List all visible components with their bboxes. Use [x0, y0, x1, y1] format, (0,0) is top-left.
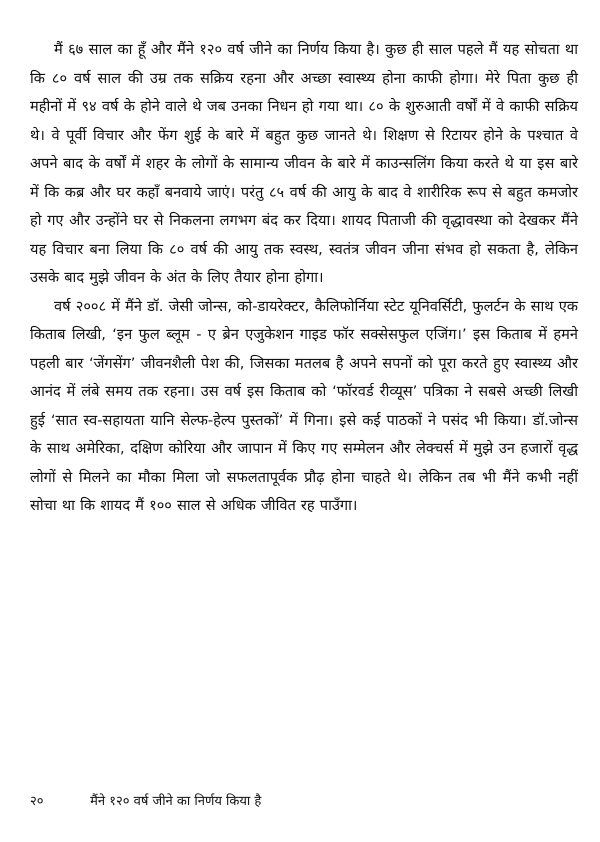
paragraph-2: वर्ष २००८ में मैंने डॉ. जेसी जोन्स, को-डायरेक्टर, कैलिफोर्निया स्टेट यूनिवर्सिटी, फुलर्टन के साथ एक किताब लिखी, ‘इन फुल ब्लूम - ए ब्रेन एजुकेशन गाइड फॉर सक्सेसफुल एजिंग।’ इस किताब में हमने पहली बार ‘जेंगसेंग’ जीवनशैली पेश की, जिसका मतलब है अपने सपनों को पूरा करते हुए स्वास्थ्य और आनंद में लंबे समय तक रहना। उस वर्ष इस किताब को ‘फॉरवर्ड रीव्यूस’ पत्रिका ने सबसे अच्छी लिखी हुई ‘सात स्व-सहायता यानि सेल्फ-हेल्प पुस्तकों’ में गिना। इसे कई पाठकों ने पसंद भी किया। डॉ.जोन्स के साथ अमेरिका, दक्षिण कोरिया और जापान में किए गए सम्मेलन और लेक्चर्स में मुझे उन हजारों वृद्ध लोगों से मिलने का मौका मिला जो सफलतापूर्वक प्रौढ़ होना चाहते थे। लेकिन तब भी मैंने कभी नहीं सोचा था कि शायद मैं १०० साल से अधिक जीवित रह पाउँगा। — [30, 297, 578, 514]
page-number: २० — [30, 794, 44, 809]
body-text — [30, 36, 578, 521]
page-footer — [30, 793, 578, 811]
running-title: मैंने १२० वर्ष जीने का निर्णय किया है — [90, 794, 262, 809]
paragraph-1: मैं ६७ साल का हूँ और मैंने १२० वर्ष जीने का निर्णय किया है। कुछ ही साल पहले मैं यह सोचता था कि ८० वर्ष साल की उम्र तक सक्रिय रहना और अच्छा स्वास्थ्य होना काफी होगा। मेरे पिता कुछ ही महीनों में ९४ वर्ष के होने वाले थे जब उनका निधन हो गया था। ८० के शुरुआती वर्षों में वे काफी सक्रिय थे। वे पूर्वी विचार और फेंग शुई के बारे में बहुत कुछ जानते थे। शिक्षण से रिटायर होने के पश्चात वे अपने बाद के वर्षों में शहर के लोगों के सामान्य जीवन के बारे में काउन्सलिंग किया करते थे या इस बारे में कि कब्र और घर कहाँ बनवाये जाएं। परंतु ८५ वर्ष की आयु के बाद वे शारीरिक रूप से बहुत कमजोर हो गए और उन्होंने घर से निकलना लगभग बंद कर दिया। शायद पिताजी की वृद्धावस्था को देखकर मैंने यह विचार बना लिया कि ८० वर्ष की आयु तक स्वस्थ, स्वतंत्र जीवन जीना संभव हो सकता है, लेकिन उसके बाद मुझे जीवन के अंत के लिए तैयार होना होगा। — [30, 41, 578, 286]
